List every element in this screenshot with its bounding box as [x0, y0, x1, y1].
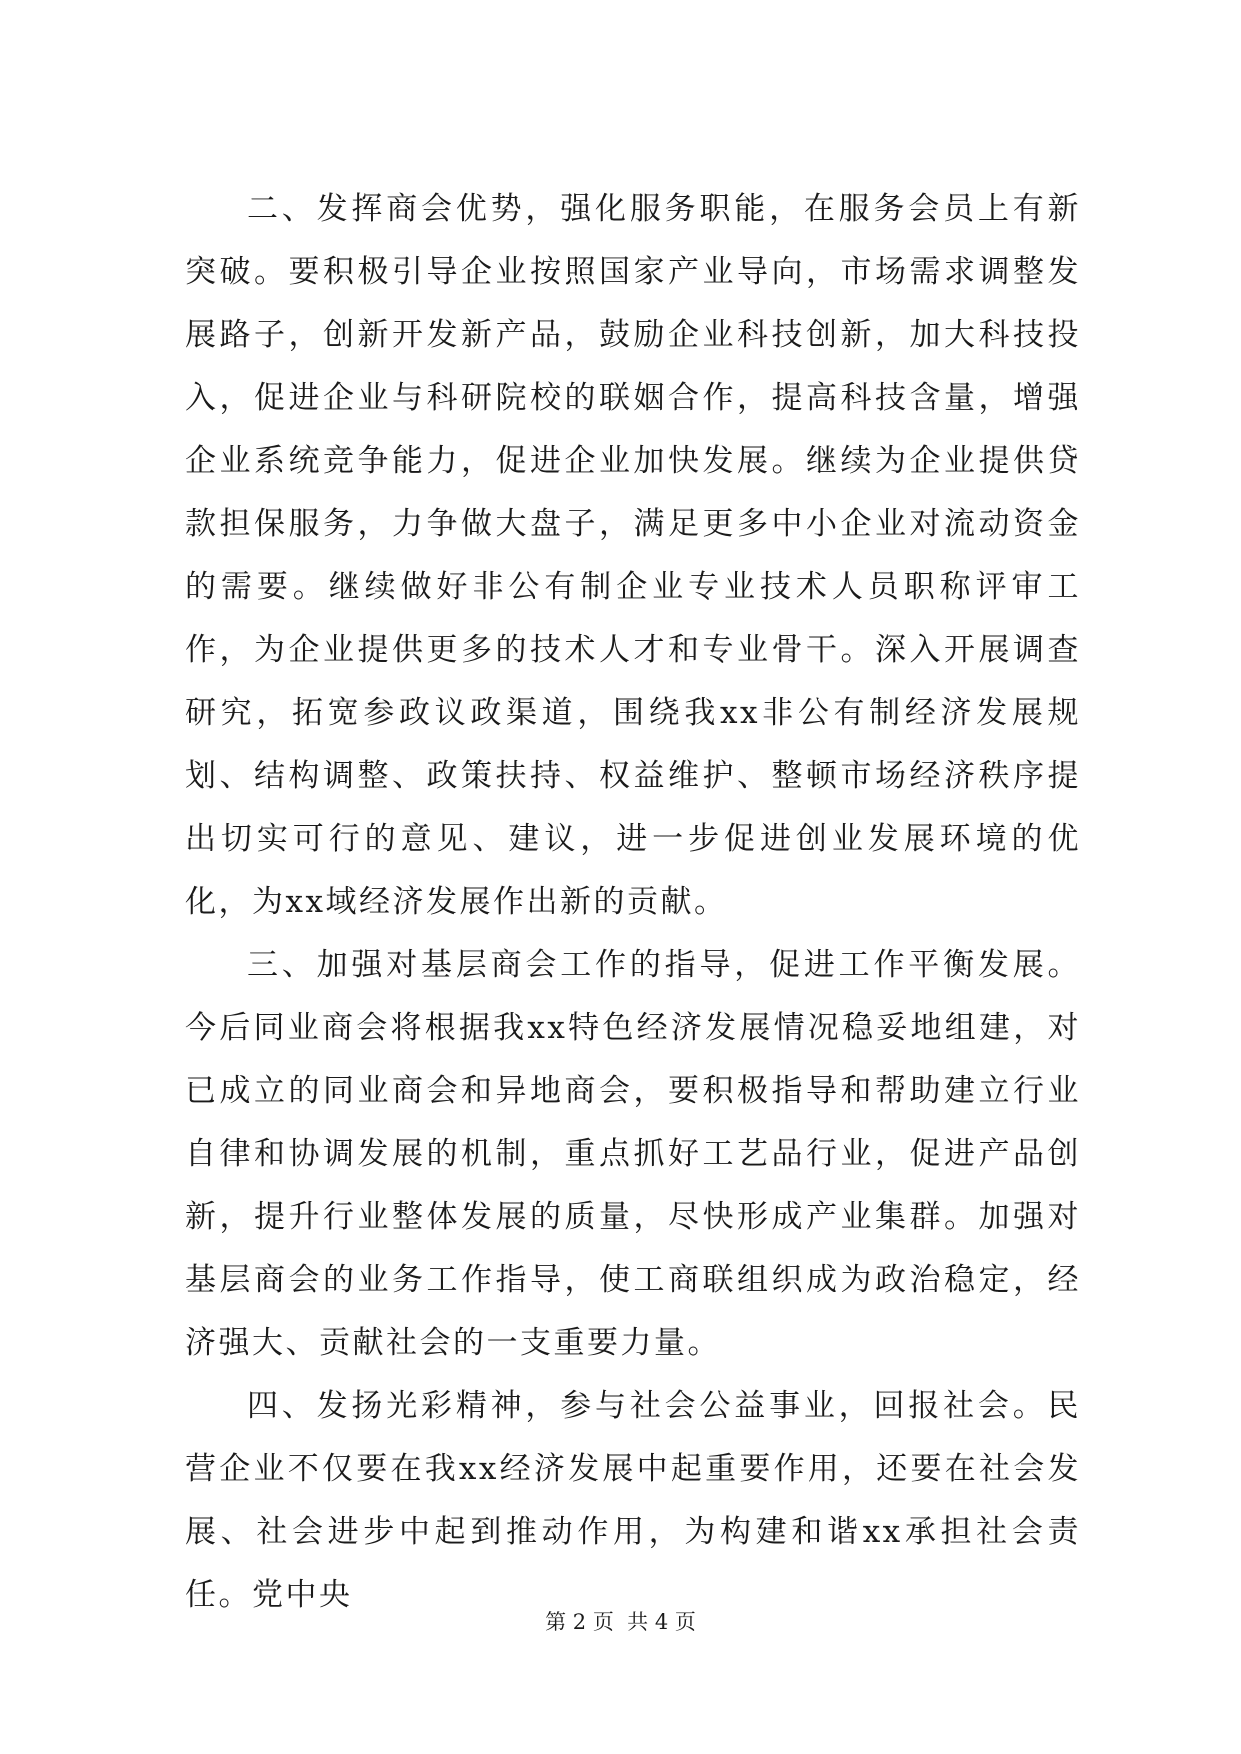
paragraph-2: 二、发挥商会优势，强化服务职能，在服务会员上有新突破。要积极引导企业按照国家产业导向，市场需求调整发展路子，创新开发新产品，鼓励企业科技创新，加大科技投入，促进企业与科研院校的联姻合作，提高科技含量，增强企业系统竞争能力，促进企业加快发展。继续为企业提供贷款担保服务，力争做大盘子，满足更多中小企业对流动资金的需要。继续做好非公有制企业专业技术人员职称评审工作，为企业提供更多的技术人才和专业骨干。深入开展调查研究，拓宽参政议政渠道，围绕我xx非公有制经济发展规划、结构调整、政策扶持、权益维护、整顿市场经济秩序提出切实可行的意见、建议，进一步促进创业发展环境的优化，为xx域经济发展作出新的贡献。 [185, 191, 1081, 920]
paragraph-4: 四、发扬光彩精神，参与社会公益事业，回报社会。民营企业不仅要在我xx经济发展中起重要作用，还要在社会发展、社会进步中起到推动作用，为构建和谐xx承担社会责任。党中央 [185, 1388, 1081, 1613]
page-footer [0, 1608, 1241, 1636]
document-body [185, 178, 1081, 1627]
paragraph-3: 三、加强对基层商会工作的指导，促进工作平衡发展。今后同业商会将根据我xx特色经济发展情况稳妥地组建，对已成立的同业商会和异地商会，要积极指导和帮助建立行业自律和协调发展的机制，重点抓好工艺品行业，促进产品创新，提升行业整体发展的质量，尽快形成产业集群。加强对基层商会的业务工作指导，使工商联组织成为政治稳定，经济强大、贡献社会的一支重要力量。 [185, 947, 1081, 1361]
page-number-label: 第 2 页 共 4 页 [545, 1610, 696, 1634]
